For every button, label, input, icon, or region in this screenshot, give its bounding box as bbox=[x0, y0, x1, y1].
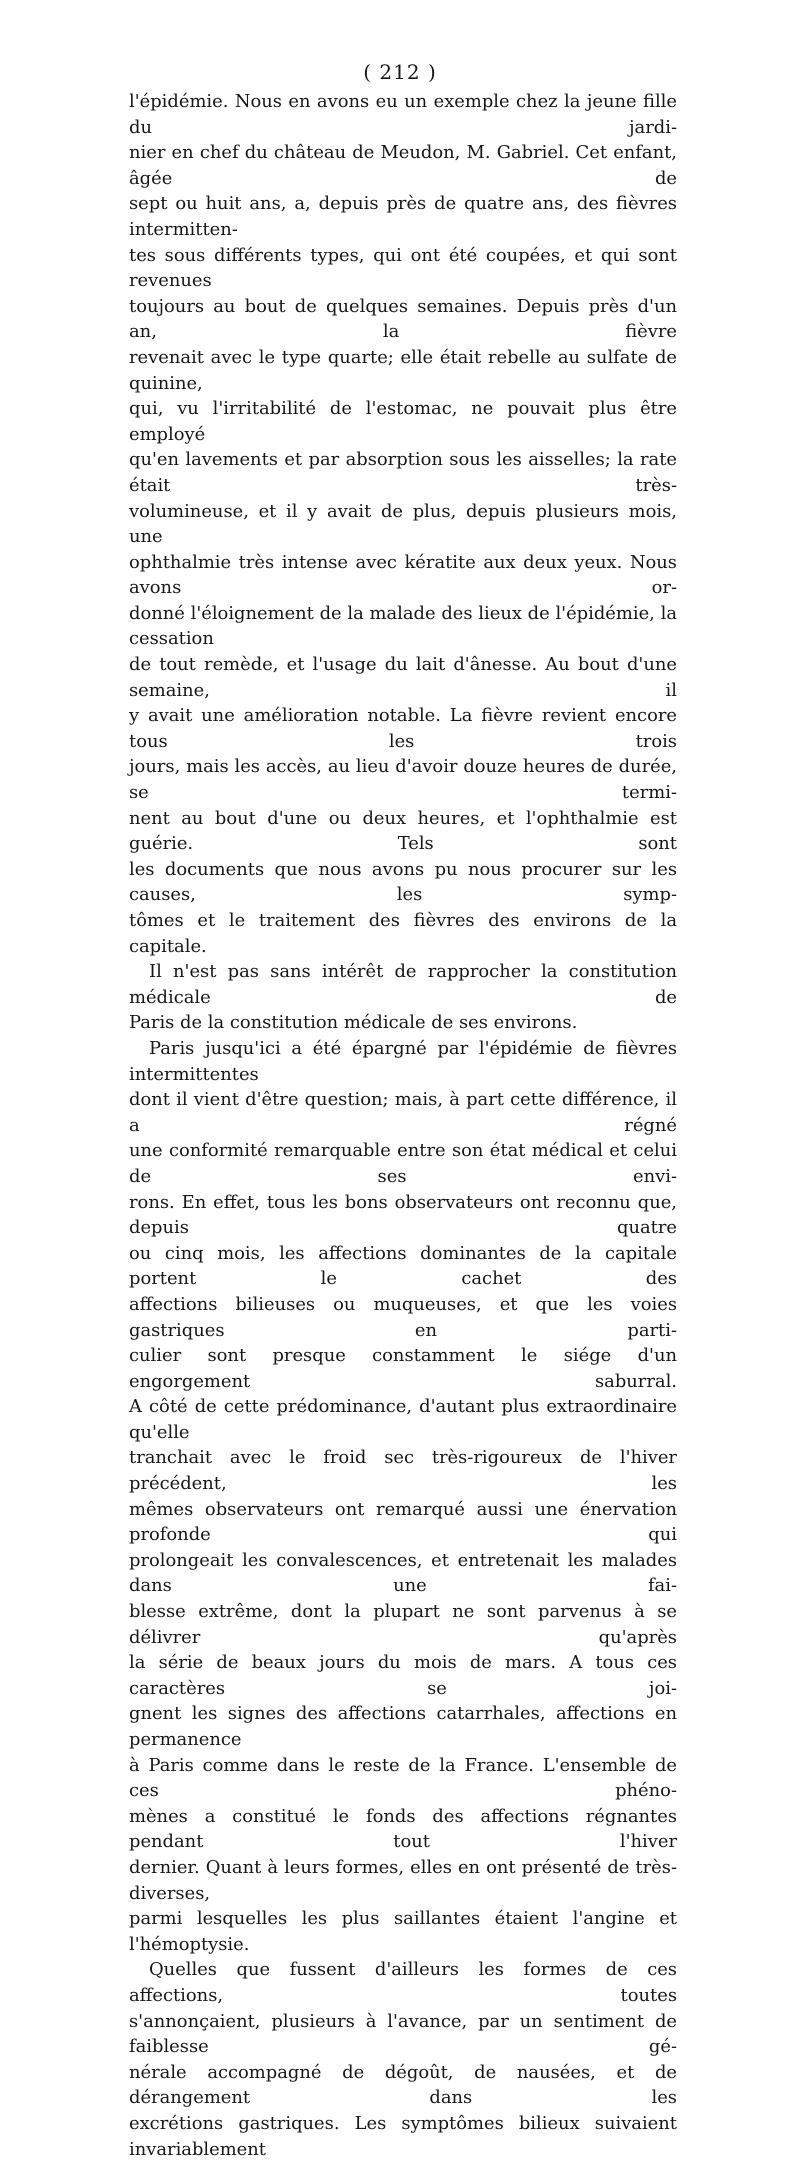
text-line: jours, mais les accès, au lieu d'avoir douze heures de durée, se termi- bbox=[129, 756, 677, 804]
text-line: volumineuse, et il y avait de plus, depuis plusieurs mois, une bbox=[129, 500, 677, 548]
text-line: mènes a constitué le fonds des affections régnantes pendant tout l'hiver bbox=[129, 1805, 677, 1853]
text-line: ou cinq mois, les affections dominantes de la capitale portent le cachet des bbox=[129, 1242, 677, 1290]
text-line: nérale accompagné de dégoût, de nausées, et de dérangement dans les bbox=[129, 2061, 677, 2109]
page-body bbox=[129, 89, 677, 2162]
text-line: Quelles que fussent d'ailleurs les formes de ces affections, toutes bbox=[129, 1959, 677, 2006]
text-line: donné l'éloignement de la malade des lieux de l'épidémie, la cessation bbox=[129, 602, 677, 650]
text-line: s'annonçaient, plusieurs à l'avance, par un sentiment de faiblesse gé- bbox=[129, 2010, 677, 2058]
text-line: blesse extrême, dont la plupart ne sont parvenus à se délivrer qu'après bbox=[129, 1601, 677, 1648]
text-line: tes sous différents types, qui ont été coupées, et qui sont revenues bbox=[129, 244, 677, 292]
text-line: tômes et le traitement des fièvres des environs de la capitale. bbox=[129, 910, 677, 957]
text-line: y avait une amélioration notable. La fièvre revient encore tous les trois bbox=[129, 705, 677, 752]
text-line: la série de beaux jours du mois de mars. A tous ces caractères se joi- bbox=[129, 1652, 677, 1699]
text-line: nier en chef du château de Meudon, M. Gabriel. Cet enfant, âgée de bbox=[129, 142, 677, 189]
text-line: l'épidémie. Nous en avons eu un exemple chez la jeune fille du jardi- bbox=[129, 91, 677, 138]
text-line: qu'en lavements et par absorption sous les aisselles; la rate était très- bbox=[129, 449, 677, 496]
text-line: toujours au bout de quelques semaines. Depuis près d'un an, la fièvre bbox=[129, 295, 677, 343]
text-line: A côté de cette prédominance, d'autant plus extraordinaire qu'elle bbox=[129, 1396, 677, 1443]
text-line: nent au bout d'une ou deux heures, et l'ophthalmie est guérie. Tels sont bbox=[129, 807, 677, 855]
text-line: de tout remède, et l'usage du lait d'ânesse. Au bout d'une semaine, il bbox=[129, 654, 677, 701]
text-line: à Paris comme dans le reste de la France. L'ensemble de ces phéno- bbox=[129, 1754, 677, 1802]
page-number: ( 212 ) bbox=[363, 60, 437, 84]
text-line: Paris jusqu'ici a été épargné par l'épidémie de fièvres intermittentes bbox=[129, 1037, 677, 1085]
text-line: prolongeait les convalescences, et entretenait les malades dans une fai- bbox=[129, 1549, 677, 1597]
text-line: excrétions gastriques. Les symptômes bilieux suivaient invariablement bbox=[129, 2112, 677, 2160]
text-line: tranchait avec le froid sec très-rigoureux de l'hiver précédent, les bbox=[129, 1447, 677, 1495]
text-line: qui, vu l'irritabilité de l'estomac, ne pouvait plus être employé bbox=[129, 398, 677, 445]
text-line: les documents que nous avons pu nous procurer sur les causes, les symp- bbox=[129, 858, 677, 906]
text-line: dernier. Quant à leurs formes, elles en ont présenté de très-diverses, bbox=[129, 1856, 677, 1904]
text-line: sept ou huit ans, a, depuis près de quatre ans, des fièvres intermitten- bbox=[129, 193, 677, 240]
text-line: Paris de la constitution médicale de ses environs. bbox=[129, 1012, 578, 1034]
text-line: culier sont presque constamment le siége d'un engorgement saburral. bbox=[129, 1345, 677, 1392]
text-line: dont il vient d'être question; mais, à part cette différence, il a régné bbox=[129, 1089, 677, 1136]
text-line: rons. En effet, tous les bons observateurs ont reconnu que, depuis quatre bbox=[129, 1191, 677, 1239]
text-line: ophthalmie très intense avec kératite aux deux yeux. Nous avons or- bbox=[129, 551, 677, 599]
text-line: revenait avec le type quarte; elle était rebelle au sulfate de quinine, bbox=[129, 346, 677, 394]
text-line: une conformité remarquable entre son état médical et celui de ses envi- bbox=[129, 1140, 677, 1187]
text-line: parmi lesquelles les plus saillantes étaient l'angine et l'hémoptysie. bbox=[129, 1908, 677, 1955]
text-line: affections bilieuses ou muqueuses, et que les voies gastriques en parti- bbox=[129, 1293, 677, 1341]
text-line: Il n'est pas sans intérêt de rapprocher la constitution médicale de bbox=[129, 961, 677, 1008]
text-line: gnent les signes des affections catarrhales, affections en permanence bbox=[129, 1703, 677, 1750]
text-line: mêmes observateurs ont remarqué aussi une énervation profonde qui bbox=[129, 1498, 677, 1546]
